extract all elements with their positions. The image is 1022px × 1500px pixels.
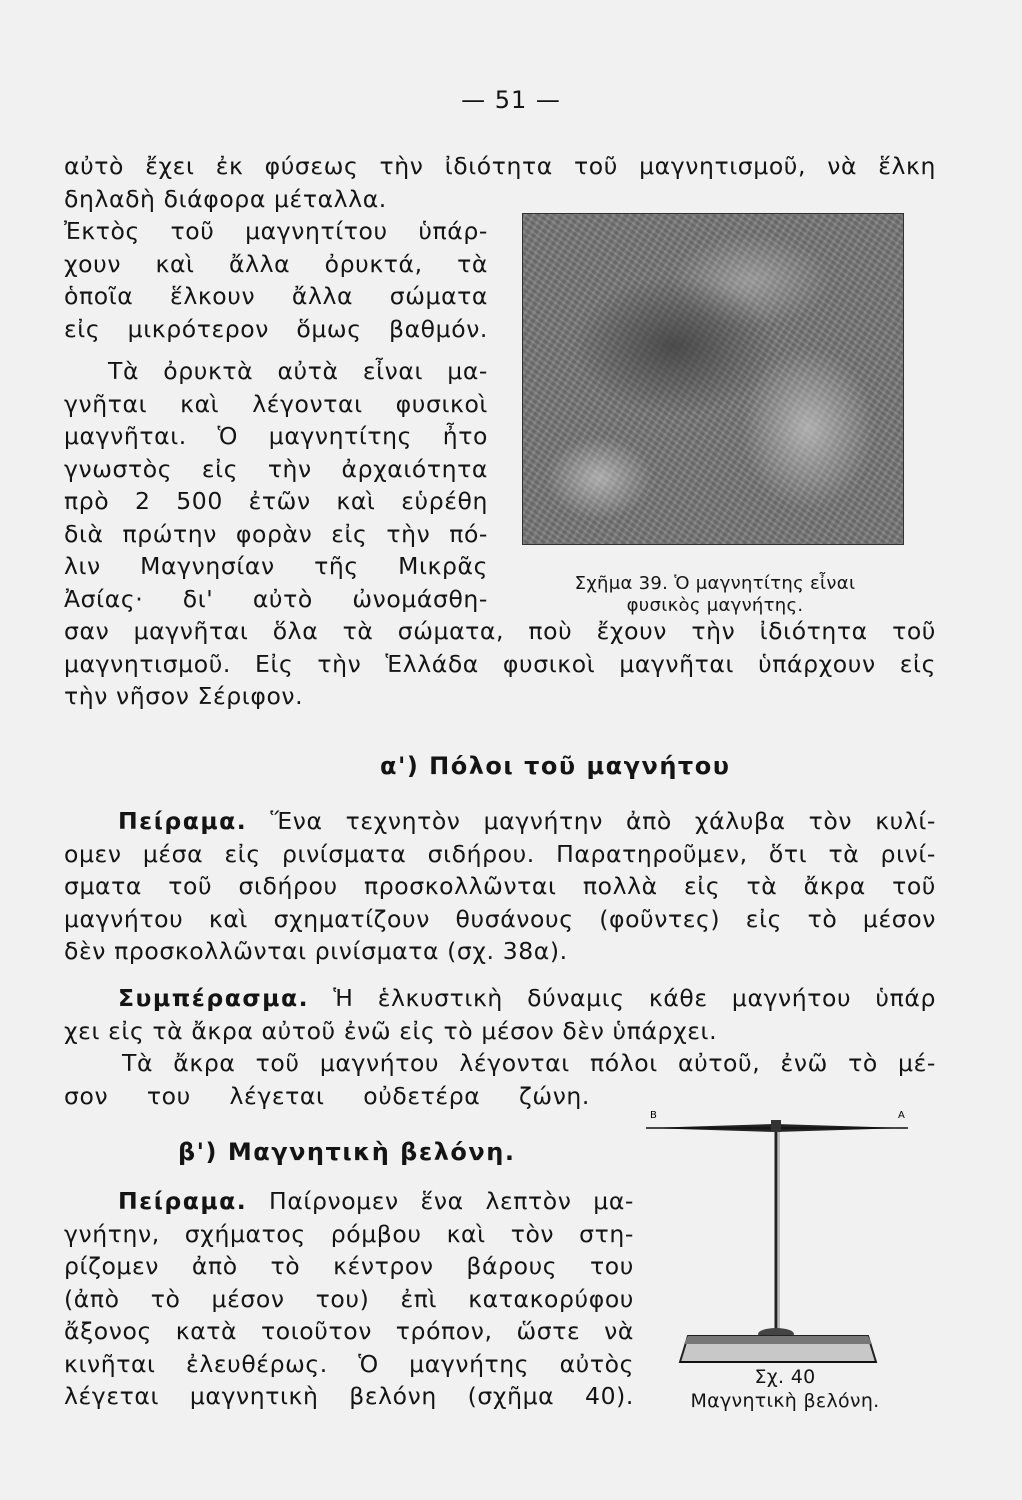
text-line <box>64 805 936 838</box>
text-line: λέγεται μαγνητικὴ βελόνη (σχῆμα 40). <box>64 1382 634 1410</box>
text-line: Ἐκτὸς τοῦ μαγνητίτου ὑπάρ- <box>64 217 488 245</box>
text-line: πρὸ 2 500 ἐτῶν καὶ εὑρέθη <box>64 487 488 515</box>
text-line <box>64 982 936 1015</box>
needle-pivot-cap <box>771 1120 781 1132</box>
needle-label-a: Α <box>898 1110 905 1121</box>
text-line: χουν καὶ ἄλλα ὀρυκτά, τὰ <box>64 249 488 278</box>
magnetite-photo <box>522 213 904 545</box>
text-line: γνωστὸς εἰς τὴν ἀρχαιότητα <box>64 454 488 483</box>
paragraph-intro-line1 <box>64 150 936 215</box>
text-line: μαγνητισμοῦ. Εἰς τὴν Ἑλλάδα φυσικοὶ μαγνῆται ὑπάρχουν εἰς <box>64 649 936 678</box>
paragraph-intro-wrap <box>64 215 488 345</box>
section-heading-magnetic-needle: β') Μαγνητικὴ βελόνη. <box>178 1138 516 1166</box>
experiment-text: Παίρνομεν ἕνα λεπτὸν μα- <box>247 1187 634 1215</box>
text-line: ομεν μέσα εἰς ρινίσματα σιδήρου. Παρατηροῦμεν, ὅτι τὰ ρινί- <box>64 839 936 868</box>
text-line: κινῆται ἐλευθέρως. Ὁ μαγνήτης αὐτὸς <box>64 1349 634 1378</box>
experiment-text: Ἕνα τεχνητὸν μαγνήτην ἀπὸ χάλυβα τὸν κυλί- <box>247 807 936 835</box>
caption-line: φυσικὸς μαγνήτης. <box>626 595 804 616</box>
text-line: Ἀσίας· δι' αὐτὸ ὠνομάσθη- <box>64 584 488 613</box>
paragraph-experiment-needle <box>64 1185 634 1413</box>
section-heading-poles: α') Πόλοι τοῦ μαγνήτου <box>380 752 731 780</box>
paragraph-natural-magnets <box>64 355 488 615</box>
needle-label-b: Β <box>650 1110 657 1121</box>
text-line: δηλαδὴ διάφορα μέταλλα. <box>64 184 387 213</box>
conclusion-text: Ἡ ἑλκυστικὴ δύναμις κάθε μαγνήτου ὑπάρ <box>309 984 936 1012</box>
text-line: σματα τοῦ σιδήρου προσκολλῶνται πολλὰ εἰς τὰ ἄκρα τοῦ <box>64 872 936 900</box>
text-line: τὴν νῆσον Σέριφον. <box>64 682 304 710</box>
figure39-caption <box>515 573 915 617</box>
conclusion-label: Συμπέρασμα. <box>118 984 310 1012</box>
text-line: ἄξονος κατὰ τοιοῦτον τρόπον, ὥστε νὰ <box>64 1317 634 1345</box>
text-line: εἰς μικρότερον ὅμως βαθμόν. <box>64 314 488 343</box>
paragraph-conclusion-end <box>64 1080 590 1113</box>
paragraph-conclusion <box>64 982 936 1080</box>
text-line: σον του λέγεται οὐδετέρα ζώνη. <box>64 1082 590 1110</box>
magnetic-needle-illustration <box>640 1100 920 1370</box>
caption-line: Σχ. 40 <box>754 1366 816 1388</box>
text-line: λιν Μαγνησίαν τῆς Μικρᾶς <box>64 552 488 580</box>
text-line: αὐτὸ ἔχει ἐκ φύσεως τὴν ἰδιότητα τοῦ μαγνητισμοῦ, νὰ ἕλκη <box>64 152 936 180</box>
page-number: — 51 — <box>461 86 561 114</box>
paragraph-natural-magnets-full <box>64 615 936 713</box>
experiment-label: Πείραμα. <box>118 1187 248 1215</box>
text-line: ὁποῖα ἕλκουν ἄλλα σώματα <box>64 282 488 310</box>
figure40-caption <box>670 1365 900 1413</box>
text-line: γνῆται καὶ λέγονται φυσικοὶ <box>64 389 488 418</box>
text-line: χει εἰς τὰ ἄκρα αὐτοῦ ἐνῶ εἰς τὸ μέσον δὲν ὑπάρχει. <box>64 1016 718 1045</box>
text-line: Τὰ ὀρυκτὰ αὐτὰ εἶναι μα- <box>108 357 488 385</box>
text-line: σαν μαγνῆται ὅλα τὰ σώματα, ποὺ ἔχουν τὴν ἰδιότητα τοῦ <box>64 617 936 645</box>
text-line: μαγνῆται. Ὁ μαγνητίτης ἦτο <box>64 422 488 450</box>
text-line: μαγνήτου καὶ σχηματίζουν θυσάνους (φοῦντες) εἰς τὸ μέσον <box>64 904 936 933</box>
caption-line: Μαγνητικὴ βελόνη. <box>690 1390 880 1412</box>
text-line: ρίζομεν ἀπὸ τὸ κέντρον βάρους του <box>64 1252 634 1280</box>
text-line: Τὰ ἄκρα τοῦ μαγνήτου λέγονται πόλοι αὐτοῦ, ἐνῶ τὸ μέ- <box>122 1049 936 1077</box>
text-line: διὰ πρώτην φορὰν εἰς τὴν πό- <box>64 519 488 548</box>
caption-line: Σχῆμα 39. Ὁ μαγνητίτης εἶναι <box>574 573 856 594</box>
text-line: δὲν προσκολλῶνται ρινίσματα (σχ. 38α). <box>64 937 568 965</box>
paragraph-experiment-poles <box>64 805 936 968</box>
text-line: (ἀπὸ τὸ μέσον του) ἐπὶ κατακορύφου <box>64 1284 634 1313</box>
text-line: γνήτην, σχήματος ρόμβου καὶ τὸν στη- <box>64 1219 634 1248</box>
text-line <box>64 1185 634 1218</box>
experiment-label: Πείραμα. <box>118 807 248 835</box>
